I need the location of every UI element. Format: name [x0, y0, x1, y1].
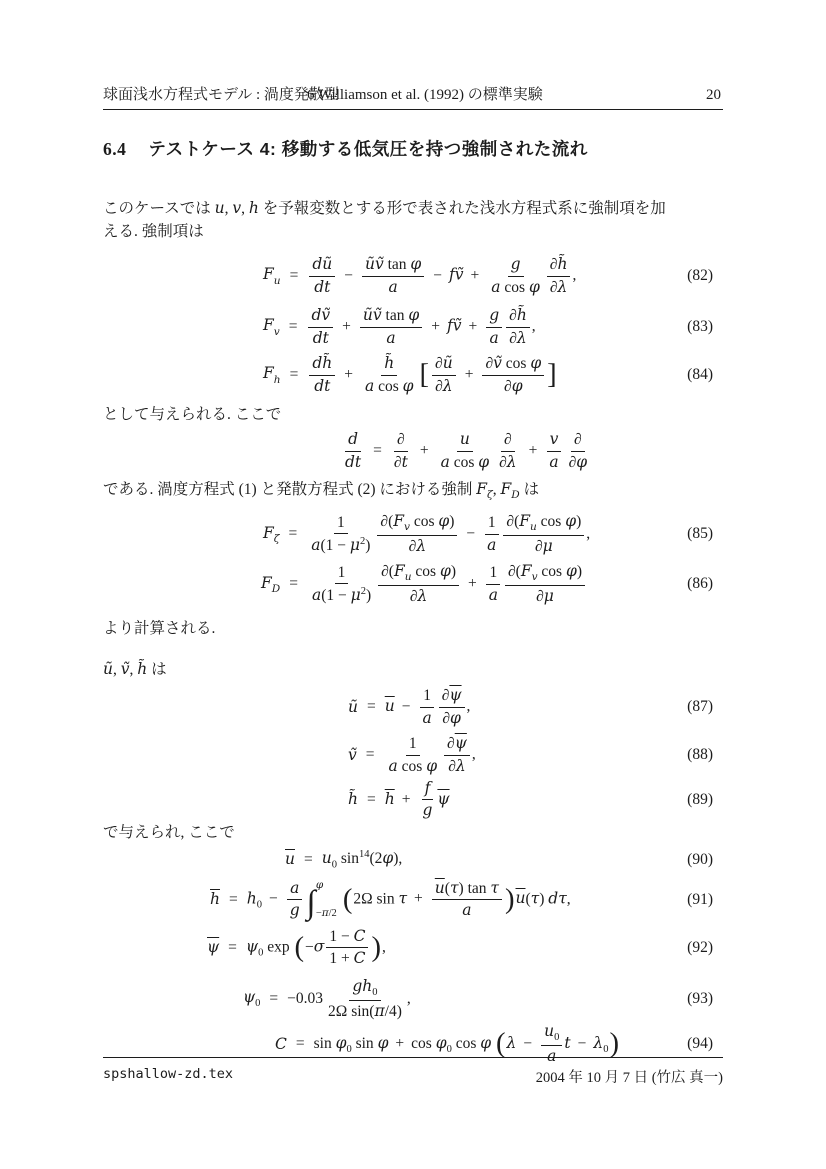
equation-math — [263, 354, 558, 396]
paragraph-vorticity-divergence: である. 渦度方程式 (1) と発散方程式 (2) における強制 $F_\zeta$, $F_D$ は — [103, 480, 540, 502]
equation-88 — [103, 731, 723, 779]
running-title-section: 6 Williamson et al. (1992) の標準実験 — [307, 87, 543, 103]
equation-math — [243, 977, 411, 1022]
equation-lhs: C — [275, 1034, 287, 1053]
equation-rhs: $\overline{u}$ − $\frac{1}{a}$ $\frac{\partial\overline{\psi}}{\partial\varphi}$ , — [384, 686, 471, 727]
equation-82 — [103, 249, 723, 303]
equation-math — [263, 255, 576, 297]
equals-sign: = — [289, 366, 299, 383]
equation-lhs: $F_D$ — [261, 573, 281, 595]
equals-sign: = — [269, 989, 279, 1007]
equals-sign: = — [289, 267, 299, 284]
equation-rhs: $\frac{dh̃}{dt}$ + $\frac{h̃}{\text{a cos φ}}$ [ $\frac{\partial ũ}{\partial\lambda}$ + $\frac{\text{∂ṽ cos φ}}{\partial\varphi}$ ] — [307, 354, 557, 396]
equation-number: (84) — [687, 366, 713, 383]
equation-90 — [103, 846, 723, 874]
equation-number: (92) — [687, 938, 713, 956]
footer-date: 2004 年 10 月 7 日 (竹広 真一) — [535, 1070, 723, 1086]
equals-sign: = — [289, 575, 298, 593]
equation-total-derivative — [103, 428, 723, 474]
equation-lhs: $F_\zeta$ — [263, 523, 280, 545]
equation-lhs: $\overline{\psi}$ — [207, 938, 220, 957]
equation-math — [285, 849, 402, 870]
equation-rhs: $\frac{dũ}{dt}$ − $\frac{\text{ũṽ tan φ}}{a}$ − fṽ + $\frac{g}{\text{a cos φ}}$ $\frac{\partial h̃}{\partial\lambda}$ , — [307, 255, 576, 297]
paragraph-where: で与えられ, ここで — [103, 823, 235, 841]
equation-lhs: $F_v$ — [263, 316, 280, 338]
equals-sign: = — [288, 525, 298, 543]
equation-87 — [103, 683, 723, 731]
paragraph-line: える. 強制項は — [103, 223, 204, 240]
equation-rhs: $\overline{h}$ + $\frac{f}{g}$ $\overline{\psi}$ — [384, 779, 450, 820]
equation-rhs: −0.03 $\frac{gh_0}{\text{2Ω sin(π/4)}}$ , — [287, 976, 411, 1020]
equation-math — [261, 562, 587, 607]
equation-lhs: h̃ — [348, 790, 358, 809]
equation-number: (88) — [687, 746, 713, 764]
paragraph-intro — [103, 197, 723, 243]
equation-number: (86) — [687, 575, 713, 593]
equation-lhs: $\psi_0$ — [243, 988, 261, 1010]
equation-rhs: $\frac{1}{a(1 - \mu^2)}$ $\frac{\partial(F_v \cos \varphi)}{\partial\lambda}$ − $\frac{1}{a}$ $\frac{\partial(F_u \cos \varphi)}{\partial\mu}$ , — [311, 511, 591, 556]
equals-sign: = — [365, 746, 375, 764]
equation-number: (82) — [687, 267, 713, 284]
running-title-left: 球面浅水方程式モデル : 渦度発散型 — [103, 87, 339, 103]
equation-math — [263, 306, 536, 348]
equation-84 — [103, 351, 723, 399]
equation-83 — [103, 303, 723, 351]
equation-rhs: $\frac{1}{\text{a cos φ}}$ $\frac{\partial\overline{\psi}}{\partial\lambda}$ , — [388, 734, 476, 775]
paragraph-computed-from: より計算される. — [103, 620, 216, 638]
equals-sign: = — [228, 938, 237, 956]
page-number: 20 — [706, 87, 721, 103]
equation-rhs: $\frac{1}{a(1 - \mu^2)}$ $\frac{\partial(F_u \cos \varphi)}{\partial\lambda}$ + $\frac{1}{a}$ $\frac{\partial(F_v \cos \varphi)}{\partial\mu}$ — [307, 562, 587, 607]
equation-lhs: $F_u$ — [263, 265, 281, 287]
equation-number: (93) — [687, 989, 713, 1007]
equals-sign: = — [366, 698, 376, 716]
paragraph-tilde-vars: ũ, ṽ, h̃ は — [103, 660, 167, 679]
equals-sign: = — [295, 1035, 305, 1053]
equation-math — [348, 779, 450, 821]
equation-rhs: $\sin \varphi_0$ $\sin \varphi + \cos \varphi_0$ cos φ (λ − $\frac{u_0}{a}$ $t - \lambda_0$) — [313, 1021, 619, 1066]
equation-lhs: $F_h$ — [263, 364, 281, 386]
page-body — [103, 128, 723, 1066]
equation-rhs: $h_0$ − $\frac{a}{g}$ ∫ φ −π/2 (2Ω sin τ + $\frac{\overline{u}(\tau) \tan \tau}{a}$ )$\overline{u}(\tau)$ dτ, — [246, 878, 571, 921]
equation-math — [348, 686, 470, 728]
equation-number: (87) — [687, 698, 713, 716]
equation-number: (85) — [687, 525, 713, 543]
section-number: 6.4 — [103, 139, 127, 159]
footer-filename: spshallow-zd.tex — [103, 1066, 234, 1082]
equation-86 — [103, 559, 723, 609]
equation-math — [348, 734, 476, 776]
equation-math — [210, 879, 571, 921]
equation-91 — [103, 874, 723, 926]
equation-lhs: ũ — [348, 697, 358, 716]
equation-85 — [103, 509, 723, 559]
equals-sign: = — [303, 850, 313, 868]
equals-sign: = — [366, 790, 376, 808]
paragraph-line: このケースでは u, v, h を予報変数とする形で表された浅水方程式系に強制項を加 — [103, 199, 666, 217]
equals-sign: = — [228, 890, 238, 908]
equation-rhs: $u_0$ $\sin^{14}(2\varphi)$, — [321, 849, 403, 871]
equation-lhs: $\overline{h}$ — [210, 890, 220, 909]
equation-number: (94) — [687, 1035, 713, 1053]
equation-number: (90) — [687, 850, 713, 868]
equation-lhs: $\overline{u}$ — [285, 850, 295, 869]
equation-93 — [103, 976, 723, 1022]
section-title: テストケース 4: 移動する低気圧を持つ強制された流れ — [148, 139, 588, 159]
page-footer — [103, 1057, 723, 1087]
equation-number: (83) — [687, 318, 713, 335]
equals-sign: = — [288, 318, 298, 335]
paragraph-given-by: として与えられる. ここで — [103, 406, 282, 423]
section-heading — [103, 136, 723, 161]
running-header — [103, 84, 723, 110]
equation-lhs: ṽ — [348, 745, 357, 764]
equation-rhs: $\frac{\text{dṽ}}{dt}$ + $\frac{\text{ũṽ tan φ}}{a}$ + fṽ + $\frac{g}{a}$ $\frac{\partial h̃}{\partial\lambda}$ , — [306, 306, 535, 348]
equation-math — [207, 927, 386, 969]
equation-number: (89) — [687, 790, 713, 808]
equation-math: $\frac{d}{dt}$ = ∂ ∂t + $\frac{u}{\text{a cos φ}}$ ∂ ∂λ + $\frac{v}{a}$ ∂ ∂φ — [345, 430, 588, 471]
equation-math — [263, 512, 590, 557]
equation-92 — [103, 926, 723, 970]
equation-rhs: $\psi_0$ exp (−σ $\frac{1 - C}{1 + C}$ ), — [245, 926, 386, 968]
equation-number: (91) — [687, 890, 713, 908]
equation-89 — [103, 779, 723, 821]
